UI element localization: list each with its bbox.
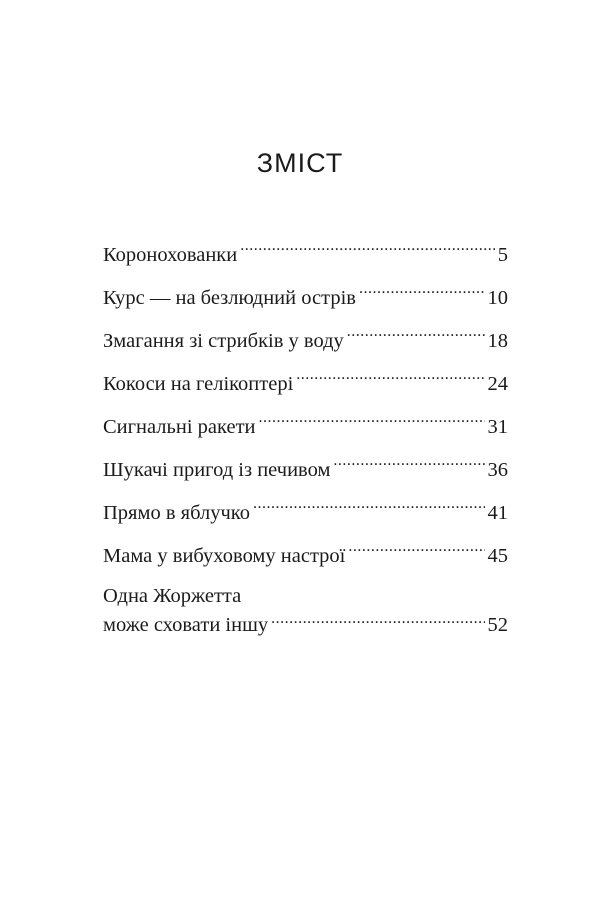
toc-entry-page: 5 [497,244,508,266]
toc-entry-title: Змагання зі стрибків у воду [103,330,344,352]
toc-entry [103,453,508,496]
toc-entry-title: Коронохованки [103,244,238,266]
toc-entry-title-line1: Одна Жоржетта [103,585,242,607]
toc-entry-page: 24 [487,373,508,395]
toc-entry [103,496,508,539]
toc-entry [103,410,508,453]
dot-leader [271,610,484,631]
table-of-contents [103,238,508,650]
dot-leader [333,456,484,477]
toc-line [103,453,508,487]
toc-entry [103,367,508,410]
toc-entry-title: Курс — на безлюдний острів [103,287,356,309]
toc-entry-page: 10 [487,287,508,309]
toc-entry-title: Сигнальні ракети [103,416,256,438]
dot-leader [259,413,485,434]
toc-entry-page: 18 [487,330,508,352]
toc-line [103,281,508,315]
dot-leader [240,241,495,262]
toc-entry-page: 45 [487,545,508,567]
toc-entry-title-line2: може сховати іншу [103,613,269,636]
toc-entry [103,539,508,582]
dot-leader [348,542,484,563]
toc-entry-title: Кокоси на гелікоптері [103,373,294,395]
toc-entry-title: Мама у вибуховому настрої [103,545,346,567]
dot-leader [253,499,485,520]
toc-line [103,367,508,401]
toc-line [103,539,508,573]
dot-leader [296,370,484,391]
page-title: ЗМІСТ [256,148,344,178]
toc-line [103,324,508,358]
toc-entry-page: 52 [487,613,508,636]
toc-entry-page: 41 [487,502,508,524]
toc-line [103,238,508,272]
toc-line [103,496,508,530]
dot-leader [359,284,485,305]
toc-entry [103,238,508,281]
dot-leader [347,327,485,348]
toc-line [103,410,508,444]
toc-line [103,610,508,638]
toc-entry-page: 31 [487,416,508,438]
toc-line [103,582,508,610]
toc-entry-title: Шукачі пригод із печивом [103,459,331,481]
toc-entry [103,324,508,367]
toc-entry [103,281,508,324]
toc-entry [103,582,508,650]
toc-entry-page: 36 [487,459,508,481]
toc-entry-title: Прямо в яблучко [103,502,250,524]
